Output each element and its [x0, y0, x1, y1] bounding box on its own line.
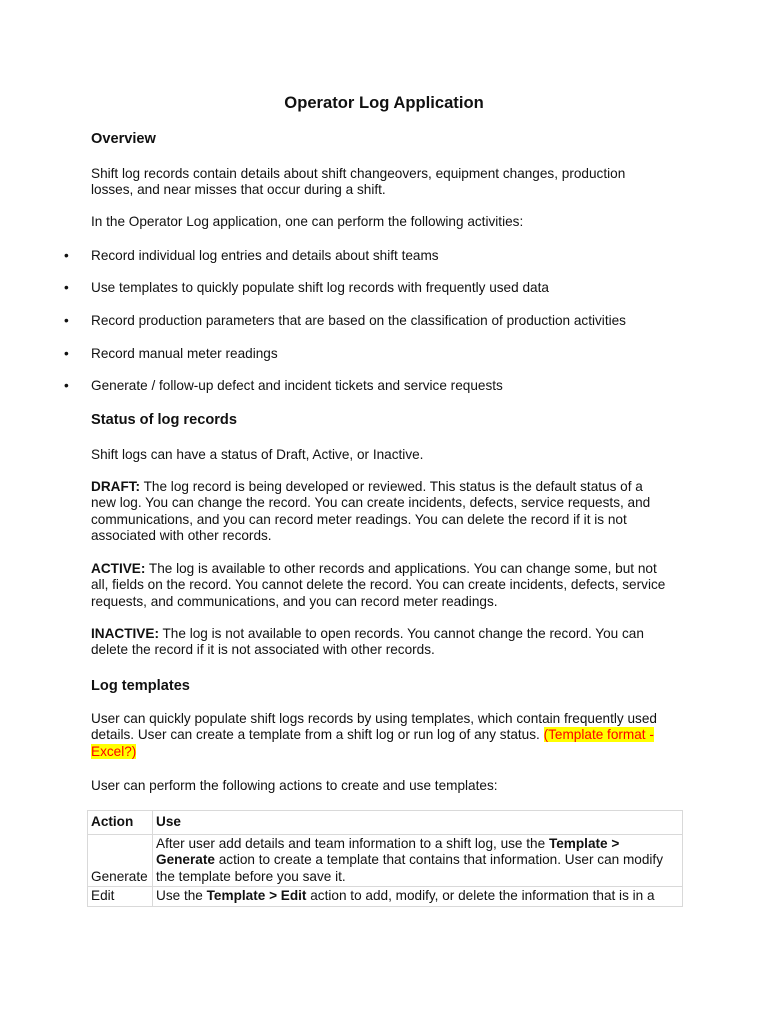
table-row — [88, 887, 683, 906]
status-intro: Shift logs can have a status of Draft, Active, or Inactive. — [91, 447, 424, 462]
table-row — [88, 835, 683, 887]
use-text: the template before you save it. — [156, 868, 346, 884]
templates-paragraph-2: User can perform the following actions to create and use templates: — [91, 778, 498, 793]
overview-paragraph-2: In the Operator Log application, one can perform the following activities: — [91, 214, 524, 229]
bullet-icon: • — [64, 346, 69, 361]
status-active-label: ACTIVE: — [91, 561, 146, 576]
use-text: action to create a template that contains that information. User can modify — [214, 852, 664, 868]
table-header-use: Use — [153, 811, 683, 835]
use-bold-text: Template > — [548, 836, 620, 851]
bullet-text: Generate / follow-up defect and incident tickets and service requests — [91, 378, 503, 393]
table-cell-action: Generate — [88, 835, 153, 887]
bullet-text: Record manual meter readings — [91, 346, 278, 361]
templates-paragraph-1 — [91, 711, 681, 760]
status-draft-line2: new log. You can change the record. You can create incidents, defects, service requests, and — [91, 495, 651, 511]
status-inactive-line1: The log is not available to open records. You cannot change the record. You can — [158, 626, 644, 641]
use-bold-text: Generate — [156, 852, 215, 868]
template-actions-table — [87, 810, 683, 907]
status-draft-line4: associated with other records. — [91, 528, 272, 544]
use-text: action to add, modify, or delete the information that is in a — [306, 888, 655, 904]
templates-heading: Log templates — [91, 678, 190, 694]
table-cell-use — [153, 835, 683, 887]
overview-heading: Overview — [91, 131, 156, 147]
templates-p1-line2: details. User can create a template from a shift log or run log of any status. — [91, 727, 544, 743]
status-active-paragraph — [91, 561, 681, 610]
status-active-line3: requests, and communications, and you can record meter readings. — [91, 593, 498, 609]
bullet-text: Record production parameters that are based on the classification of production activities — [91, 313, 626, 328]
use-bold-text: Template > Edit — [206, 888, 307, 904]
status-inactive-paragraph — [91, 626, 681, 659]
templates-p1-line1: User can quickly populate shift logs records by using templates, which contain frequently used — [91, 711, 657, 726]
status-active-line2: all, fields on the record. You cannot delete the record. You can create incidents, defects, service — [91, 577, 666, 593]
status-draft-line1: The log record is being developed or reviewed. This status is the default status of a — [140, 479, 643, 494]
template-format-highlight-cont: Excel?) — [91, 743, 137, 759]
overview-p1-line1: Shift log records contain details about shift changeovers, equipment changes, production — [91, 166, 626, 181]
document-title: Operator Log Application — [284, 93, 484, 112]
bullet-text: Use templates to quickly populate shift log records with frequently used data — [91, 280, 549, 295]
status-inactive-line2: delete the record if it is not associated with other records. — [91, 642, 435, 658]
overview-p1-line2: losses, and near misses that occur during a shift. — [91, 182, 386, 198]
status-active-line1: The log is available to other records and applications. You can change some, but not — [145, 561, 657, 576]
table-header-action: Action — [88, 811, 153, 835]
table-cell-use — [153, 887, 683, 906]
overview-paragraph-1 — [91, 166, 681, 199]
bullet-icon: • — [64, 313, 69, 328]
use-text: Use the — [156, 888, 207, 904]
status-inactive-label: INACTIVE: — [91, 626, 159, 641]
bullet-icon: • — [64, 378, 69, 393]
bullet-text: Record individual log entries and details about shift teams — [91, 248, 439, 263]
status-draft-line3: communications, and you can record meter readings. You can delete the record if it is not — [91, 511, 627, 527]
status-heading: Status of log records — [91, 412, 237, 428]
template-format-highlight: (Template format - — [543, 727, 654, 743]
table-header-row — [88, 811, 683, 835]
table-cell-action: Edit — [88, 887, 153, 906]
status-draft-paragraph — [91, 479, 681, 545]
status-draft-label: DRAFT: — [91, 479, 141, 494]
bullet-icon: • — [64, 248, 69, 263]
use-text: After user add details and team information to a shift log, use the — [156, 836, 549, 851]
bullet-icon: • — [64, 280, 69, 295]
